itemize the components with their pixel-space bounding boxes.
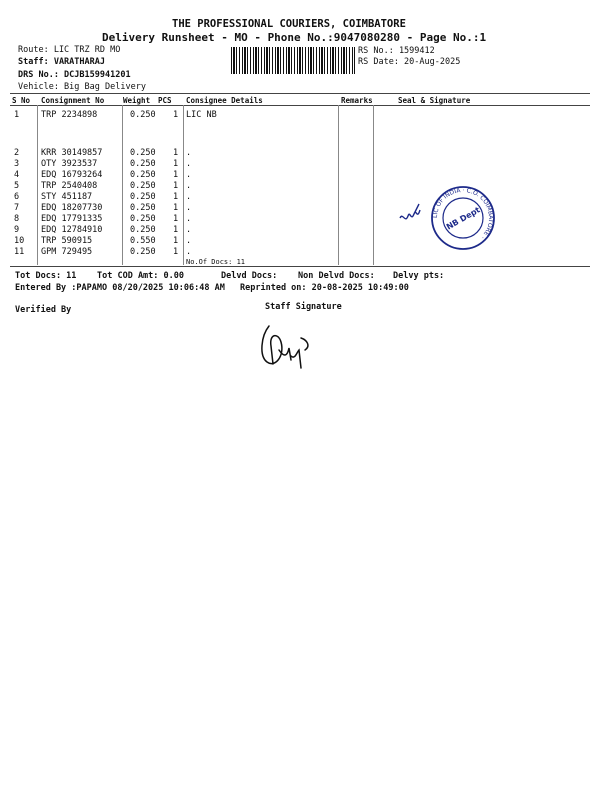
row-sno: 3 <box>14 159 20 169</box>
reprinted-on: Reprinted on: 20-08-2025 10:49:00 <box>240 283 409 293</box>
row-weight: 0.250 <box>130 170 156 180</box>
row-weight: 0.250 <box>130 148 156 158</box>
table-row <box>0 225 600 236</box>
row-weight: 0.250 <box>130 225 156 235</box>
row-consignee: . <box>186 181 192 191</box>
company-title: THE PROFESSIONAL COURIERS, COIMBATORE <box>172 18 406 30</box>
row-sno: 8 <box>14 214 20 224</box>
row-weight: 0.250 <box>130 181 156 191</box>
table-row <box>0 148 600 159</box>
drs-no: DRS No.: DCJB159941201 <box>18 70 131 80</box>
row-consignee: . <box>186 236 192 246</box>
vehicle: Vehicle: Big Bag Delivery <box>18 82 146 92</box>
row-sno: 1 <box>14 110 20 120</box>
staff-signature-label: Staff Signature <box>265 302 342 312</box>
table-header-rule <box>10 105 590 106</box>
row-consignee: . <box>186 225 192 235</box>
table-top-rule <box>10 93 590 94</box>
row-consignment: OTY 3923537 <box>41 159 98 169</box>
col-pcs: PCS <box>158 96 172 105</box>
row-pcs: 1 <box>173 148 179 158</box>
tot-cod: Tot COD Amt: 0.00 <box>97 271 184 281</box>
delvd-docs: Delvd Docs: <box>221 271 278 281</box>
row-consignee: . <box>186 214 192 224</box>
row-pcs: 1 <box>173 170 179 180</box>
row-sno: 9 <box>14 225 20 235</box>
row-consignment: TRP 590915 <box>41 236 93 246</box>
col-seal: Seal & Signature <box>398 96 471 105</box>
row-consignment: EDQ 18207730 <box>41 203 103 213</box>
row-weight: 0.250 <box>130 214 156 224</box>
verified-by: Verified By <box>15 305 72 315</box>
row-consignment: EDQ 12784910 <box>41 225 103 235</box>
row-consignment: TRP 2234898 <box>41 110 98 120</box>
row-weight: 0.250 <box>130 110 156 120</box>
initials-mark <box>400 204 420 219</box>
barcode <box>231 47 355 74</box>
row-pcs: 1 <box>173 247 179 257</box>
no-of-docs: No.Of Docs: 11 <box>186 258 246 266</box>
row-consignee: . <box>186 148 192 158</box>
rs-no: RS No.: 1599412 <box>358 46 435 56</box>
row-weight: 0.550 <box>130 236 156 246</box>
route: Route: LIC TRZ RD MO <box>18 45 121 55</box>
row-pcs: 1 <box>173 110 179 120</box>
row-pcs: 1 <box>173 192 179 202</box>
table-row <box>0 181 600 192</box>
seal-center-text: NB Dept <box>444 205 482 232</box>
row-pcs: 1 <box>173 236 179 246</box>
row-sno: 11 <box>14 247 25 257</box>
staff-signature <box>255 316 325 376</box>
row-consignment: STY 451187 <box>41 192 93 202</box>
col-weight: Weight <box>123 96 151 105</box>
row-pcs: 1 <box>173 214 179 224</box>
table-row <box>0 110 600 121</box>
table-row <box>0 159 600 170</box>
row-consignee: LIC NB <box>186 110 217 120</box>
row-weight: 0.250 <box>130 159 156 169</box>
table-row <box>0 247 600 258</box>
row-consignee: . <box>186 203 192 213</box>
row-weight: 0.250 <box>130 203 156 213</box>
row-consignee: . <box>186 159 192 169</box>
row-sno: 2 <box>14 148 20 158</box>
delvy-pts: Delvy pts: <box>393 271 445 281</box>
row-consignment: TRP 2540408 <box>41 181 98 191</box>
runsheet-title: Delivery Runsheet - MO - Phone No.:9047080280 - Page No.:1 <box>102 31 487 44</box>
tot-docs: Tot Docs: 11 <box>15 271 77 281</box>
table-row <box>0 236 600 247</box>
row-consignee: . <box>186 170 192 180</box>
row-weight: 0.250 <box>130 192 156 202</box>
row-consignment: GPM 729495 <box>41 247 93 257</box>
entered-by: Entered By :PAPAMO 08/20/2025 10:06:48 AM <box>15 283 225 293</box>
seal-stamp <box>395 180 505 260</box>
rs-date: RS Date: 20-Aug-2025 <box>358 57 461 67</box>
col-sno: S No <box>12 96 31 105</box>
row-consignment: EDQ 17791335 <box>41 214 103 224</box>
row-pcs: 1 <box>173 203 179 213</box>
row-pcs: 1 <box>173 225 179 235</box>
col-remarks: Remarks <box>341 96 373 105</box>
col-consignee: Consignee Details <box>186 96 263 105</box>
row-consignment: KRR 30149857 <box>41 148 103 158</box>
row-sno: 10 <box>14 236 25 246</box>
row-sno: 5 <box>14 181 20 191</box>
non-delvd-docs: Non Delvd Docs: <box>298 271 375 281</box>
row-sno: 4 <box>14 170 20 180</box>
table-row <box>0 192 600 203</box>
seal-ring-text: LIC OF INDIA · C.O. COIMBATORE · <box>431 186 495 241</box>
col-consignment: Consignment No <box>41 96 105 105</box>
table-row <box>0 203 600 214</box>
row-consignee: . <box>186 192 192 202</box>
row-sno: 6 <box>14 192 20 202</box>
row-weight: 0.250 <box>130 247 156 257</box>
row-pcs: 1 <box>173 181 179 191</box>
staff: Staff: VARATHARAJ <box>18 57 105 67</box>
table-bottom-rule <box>10 266 590 267</box>
table-row <box>0 214 600 225</box>
row-consignment: EDQ 16793264 <box>41 170 103 180</box>
row-pcs: 1 <box>173 159 179 169</box>
row-consignee: . <box>186 247 192 257</box>
row-sno: 7 <box>14 203 20 213</box>
table-row <box>0 170 600 181</box>
